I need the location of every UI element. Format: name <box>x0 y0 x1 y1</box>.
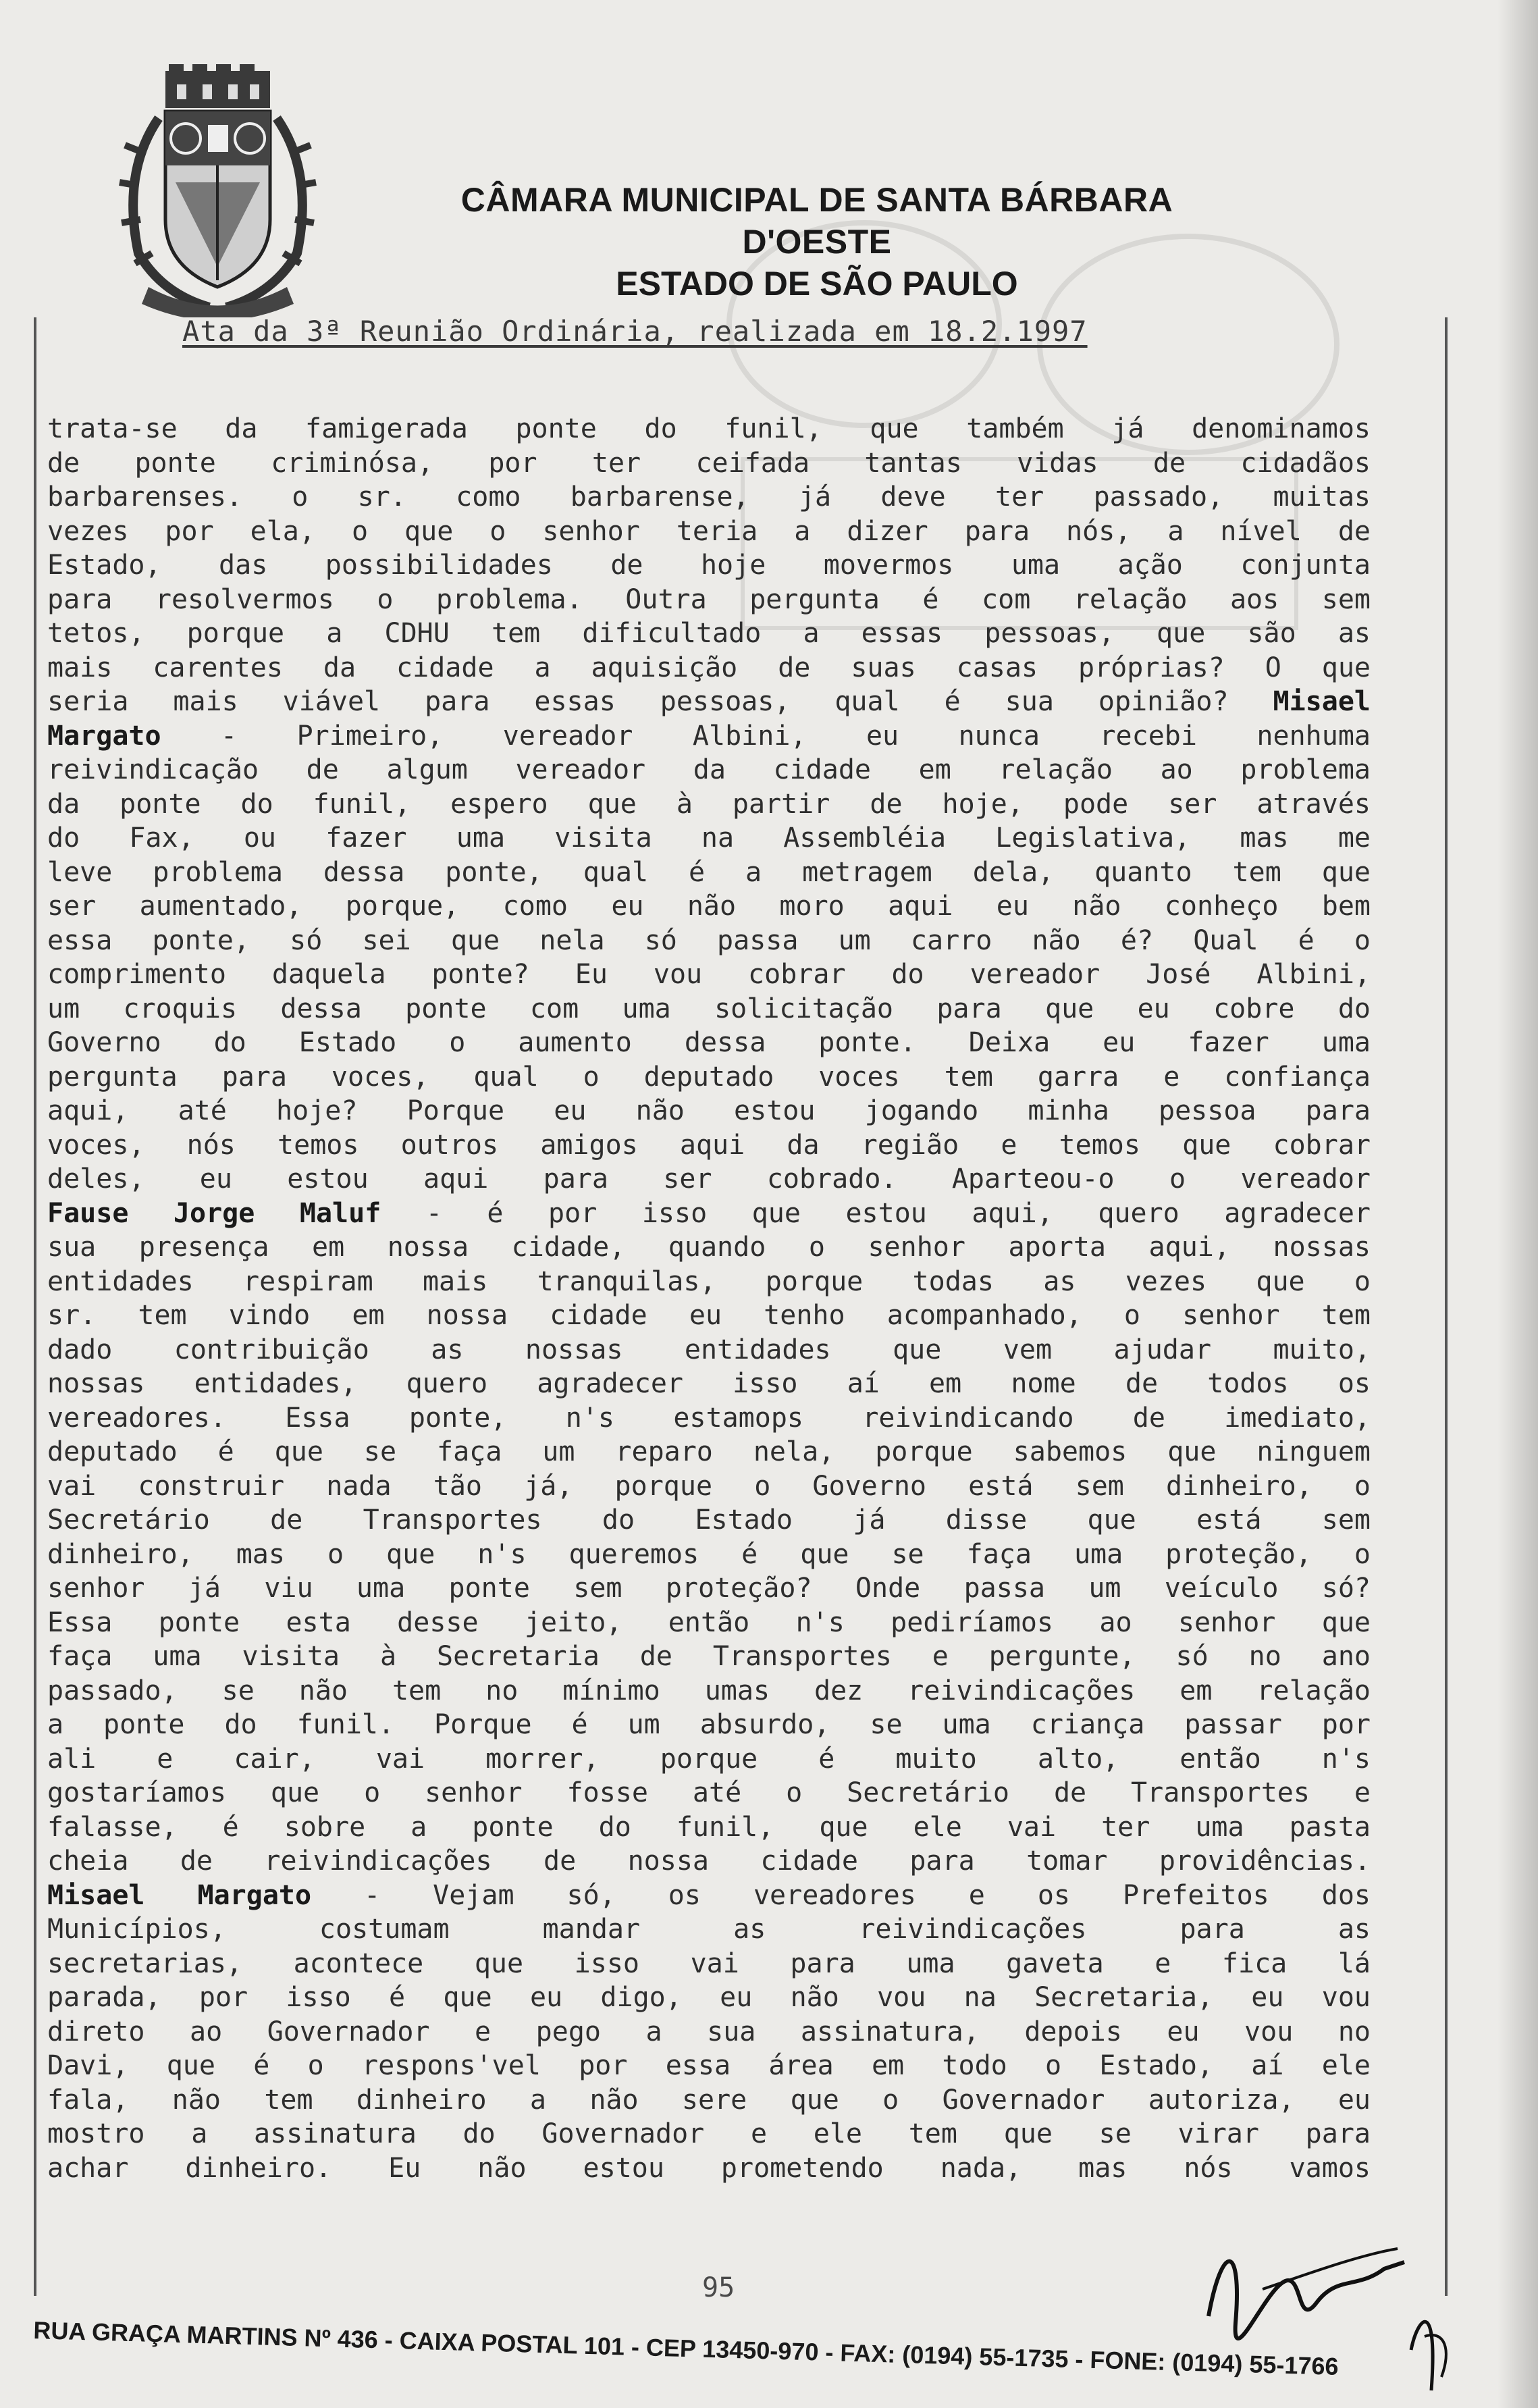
text-line: da ponte do funil, espero que à partir de hoje, pode ser através <box>47 788 1371 820</box>
text-line: essa ponte, só sei que nela só passa um carro não é? Qual é o <box>47 924 1371 956</box>
text-line: passado, se não tem no mínimo umas dez reivindicações em relação <box>47 1675 1371 1706</box>
text-line: leve problema dessa ponte, qual é a metragem dela, quanto tem que <box>47 856 1371 888</box>
text-segment: - Vejam só, os vereadores e os Prefeitos dos <box>364 1879 1371 1911</box>
speaker-name: Misael <box>1273 686 1371 717</box>
text-line: Secretário de Transportes do Estado já disse que está sem <box>47 1504 1371 1536</box>
page-frame-right <box>1445 317 1448 2296</box>
text-line: vezes por ela, o que o senhor teria a dizer para nós, a nível de <box>47 515 1371 547</box>
text-segment: - Primeiro, vereador Albini, eu nunca recebi nenhuma <box>221 720 1371 752</box>
text-line: vereadores. Essa ponte, n's estamops reivindicando de imediato, <box>47 1402 1371 1434</box>
text-line <box>47 1879 1371 1913</box>
text-line: aqui, até hoje? Porque eu não estou jogando minha pessoa para <box>47 1095 1371 1126</box>
text-line: vai construir nada tão já, porque o Governo está sem dinheiro, o <box>47 1470 1371 1502</box>
text-line: direto ao Governador e pego a sua assinatura, depois eu vou no <box>47 2016 1371 2047</box>
text-line: senhor já viu uma ponte sem proteção? Onde passa um veículo só? <box>47 1573 1371 1604</box>
text-line: reivindicação de algum vereador da cidade em relação ao problema <box>47 754 1371 785</box>
text-line: ali e cair, vai morrer, porque é muito alto, então n's <box>47 1743 1371 1775</box>
text-line: voces, nós temos outros amigos aqui da região e temos que cobrar <box>47 1129 1371 1161</box>
text-line <box>47 685 1371 719</box>
text-line: mais carentes da cidade a aquisição de suas casas próprias? O que <box>47 652 1371 683</box>
text-line: do Fax, ou fazer uma visita na Assembléia Legislativa, mas me <box>47 822 1371 854</box>
speaker-name: Margato <box>47 720 161 752</box>
text-line: ser aumentado, porque, como eu não moro aqui eu não conheço bem <box>47 891 1371 922</box>
org-title-line1: CÂMARA MUNICIPAL DE SANTA BÁRBARA D'OESTE <box>460 181 1173 261</box>
text-line: sua presença em nossa cidade, quando o senhor aporta aqui, nossas <box>47 1232 1371 1263</box>
text-line: Municípios, costumam mandar as reivindicações para as <box>47 1914 1371 1945</box>
text-line: comprimento daquela ponte? Eu vou cobrar do vereador José Albini, <box>47 959 1371 990</box>
page-number: 95 <box>702 2272 735 2303</box>
text-line: Estado, das possibilidades de hoje movermos uma ação conjunta <box>47 550 1371 581</box>
text-line <box>47 719 1371 754</box>
minutes-body <box>47 412 1371 2185</box>
text-segment: seria mais viável para essas pessoas, qual é sua opinião? <box>47 686 1229 717</box>
text-line: um croquis dessa ponte com uma solicitação para que eu cobre do <box>47 993 1371 1024</box>
text-line: Davi, que é o respons'vel por essa área em todo o Estado, aí ele <box>47 2050 1371 2081</box>
text-line: para resolvermos o problema. Outra pergunta é com relação aos sem <box>47 583 1371 615</box>
speaker-name: Fause Jorge Maluf <box>47 1197 381 1229</box>
text-line: nossas entidades, quero agradecer isso aí em nome de todos os <box>47 1368 1371 1399</box>
text-line: secretarias, acontece que isso vai para uma gaveta e fica lá <box>47 1947 1371 1979</box>
speaker-name: Misael Margato <box>47 1879 312 1911</box>
text-line: dado contribuição as nossas entidades que vem ajudar muito, <box>47 1334 1371 1365</box>
coat-of-arms-icon <box>101 64 334 317</box>
text-line: fala, não tem dinheiro a não sere que o Governador autoriza, eu <box>47 2084 1371 2116</box>
text-line: Essa ponte esta desse jeito, então n's pediríamos ao senhor que <box>47 1606 1371 1638</box>
text-line: barbarenses. o sr. como barbarense, já deve ter passado, muitas <box>47 481 1371 513</box>
text-line: deputado é que se faça um reparo nela, porque sabemos que ninguem <box>47 1436 1371 1467</box>
text-line: achar dinheiro. Eu não estou prometendo nada, mas nós vamos <box>47 2152 1371 2184</box>
text-line: dinheiro, mas o que n's queremos é que se faça uma proteção, o <box>47 1538 1371 1570</box>
text-line: entidades respiram mais tranquilas, porque todas as vezes que o <box>47 1265 1371 1297</box>
text-line: de ponte criminósa, por ter ceifada tantas vidas de cidadãos <box>47 447 1371 479</box>
text-line: falasse, é sobre a ponte do funil, que ele vai ter uma pasta <box>47 1811 1371 1843</box>
page-edge-shadow <box>1497 0 1538 2408</box>
text-line: cheia de reivindicações de nossa cidade para tomar providências. <box>47 1846 1371 1877</box>
text-line: tetos, porque a CDHU tem dificultado a essas pessoas, que são as <box>47 618 1371 649</box>
text-line: Governo do Estado o aumento dessa ponte. Deixa eu fazer uma <box>47 1027 1371 1058</box>
text-line: trata-se da famigerada ponte do funil, que também já denominamos <box>47 413 1371 444</box>
text-line: mostro a assinatura do Governador e ele tem que se virar para <box>47 2118 1371 2149</box>
text-line: deles, eu estou aqui para ser cobrado. Aparteou-o o vereador <box>47 1163 1371 1195</box>
text-segment: - é por isso que estou aqui, quero agradecer <box>425 1197 1371 1229</box>
text-line: a ponte do funil. Porque é um absurdo, se uma criança passar por <box>47 1709 1371 1740</box>
text-line: sr. tem vindo em nossa cidade eu tenho acompanhado, o senhor tem <box>47 1300 1371 1331</box>
text-line: faça uma visita à Secretaria de Transportes e pergunte, só no ano <box>47 1641 1371 1672</box>
page-frame-left <box>34 317 36 2296</box>
org-title-line2: ESTADO DE SÃO PAULO <box>616 265 1018 303</box>
session-heading: Ata da 3ª Reunião Ordinária, realizada em 18.2.1997 <box>182 315 1088 348</box>
footer-address: RUA GRAÇA MARTINS Nº 436 - CAIXA POSTAL 101 - CEP 13450-970 - FAX: (0194) 55-1735 - FONE: (0194) 55-1766 <box>32 2316 1340 2380</box>
text-line <box>47 1197 1371 1231</box>
text-line: pergunta para voces, qual o deputado voces tem garra e confiança <box>47 1061 1371 1093</box>
text-line: parada, por isso é que eu digo, eu não vou na Secretaria, eu vou <box>47 1982 1371 2013</box>
text-line: gostaríamos que o senhor fosse até o Secretário de Transportes e <box>47 1777 1371 1808</box>
